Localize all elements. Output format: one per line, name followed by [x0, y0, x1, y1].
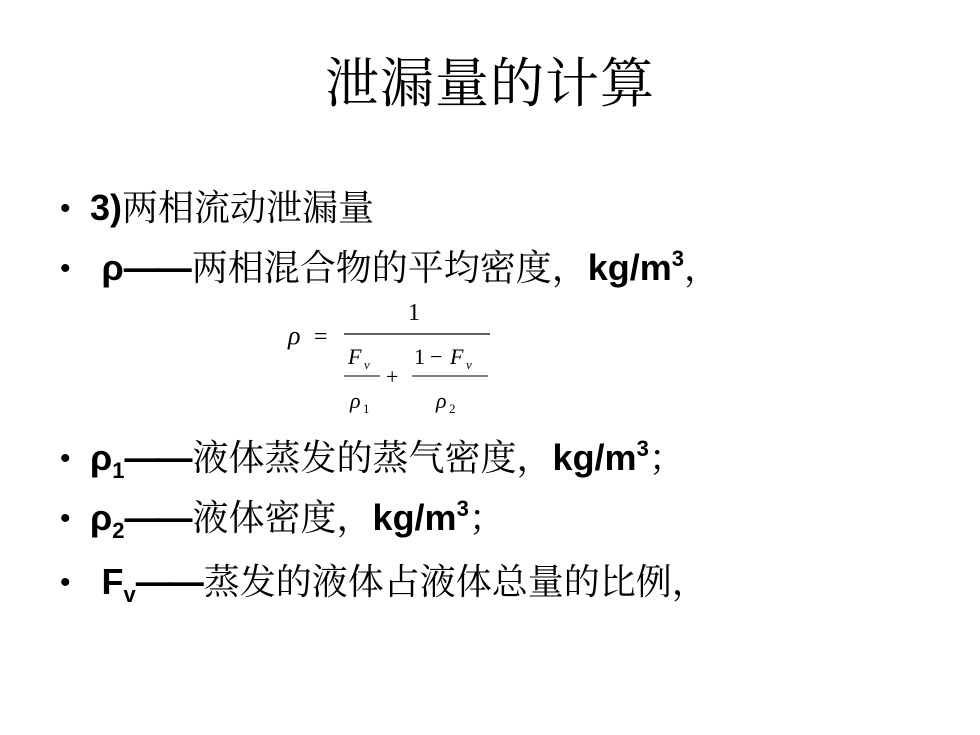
item-end: ； — [468, 498, 505, 539]
bullet-icon: • — [60, 566, 71, 599]
term2-minus: − — [430, 344, 443, 369]
term1-denominator-sub: 1 — [363, 401, 370, 416]
term1-numerator: F — [348, 344, 362, 369]
slide-title: 泄漏量的计算 — [325, 52, 655, 115]
item-symbol-sub: 1 — [112, 458, 125, 483]
bullet-item-rho2 — [60, 496, 505, 541]
item-unit-exponent: 3 — [456, 496, 469, 521]
density-formula — [280, 296, 500, 426]
item-unit: kg/m — [372, 497, 457, 538]
item-unit: kg/m — [552, 437, 637, 478]
formula-plus: + — [386, 364, 399, 389]
term2-denominator-sub: 2 — [449, 401, 456, 416]
item-text: 蒸发的液体占液体总量的比例， — [203, 562, 708, 603]
bullet-icon: • — [60, 252, 71, 285]
bullet-item-two-phase — [60, 186, 374, 231]
formula-numerator: 1 — [408, 300, 420, 326]
term2-numerator-one: 1 — [414, 344, 425, 369]
item-symbol-sub: v — [123, 582, 136, 607]
item-dash: —— — [123, 247, 188, 288]
item-unit-exponent: 3 — [636, 436, 649, 461]
item-dash: —— — [135, 561, 200, 602]
bullet-item-rho — [60, 246, 720, 291]
bullet-icon: • — [60, 192, 71, 225]
bullet-icon: • — [60, 442, 71, 475]
item-symbol-sub: 2 — [112, 518, 125, 543]
term1-numerator-sub: v — [364, 357, 370, 372]
item-text: 液体密度， — [192, 498, 373, 539]
item-unit-exponent: 3 — [671, 246, 685, 271]
item-text: 液体蒸发的蒸气密度， — [192, 438, 553, 479]
term2-numerator: F — [450, 344, 464, 369]
item-end: ， — [684, 248, 721, 289]
formula-equals: = — [314, 324, 328, 350]
item-unit: kg/m — [587, 247, 672, 288]
item-text: 两相混合物的平均密度， — [191, 248, 588, 289]
item-dash: —— — [124, 437, 189, 478]
term2-denominator: ρ — [436, 388, 447, 413]
item-label: 3) — [90, 187, 123, 228]
formula-lhs: ρ — [288, 321, 301, 350]
term2-numerator-sub: v — [466, 357, 472, 372]
bullet-item-fv — [60, 560, 708, 605]
item-text: 两相流动泄漏量 — [122, 188, 375, 229]
item-symbol: ρ — [90, 437, 113, 478]
bullet-item-rho1 — [60, 436, 685, 481]
item-symbol: F — [101, 561, 124, 602]
term1-denominator: ρ — [350, 388, 361, 413]
item-symbol: ρ — [90, 497, 113, 538]
item-end: ； — [648, 438, 685, 479]
bullet-icon: • — [60, 502, 71, 535]
item-symbol: ρ — [101, 247, 124, 288]
item-dash: —— — [124, 497, 189, 538]
